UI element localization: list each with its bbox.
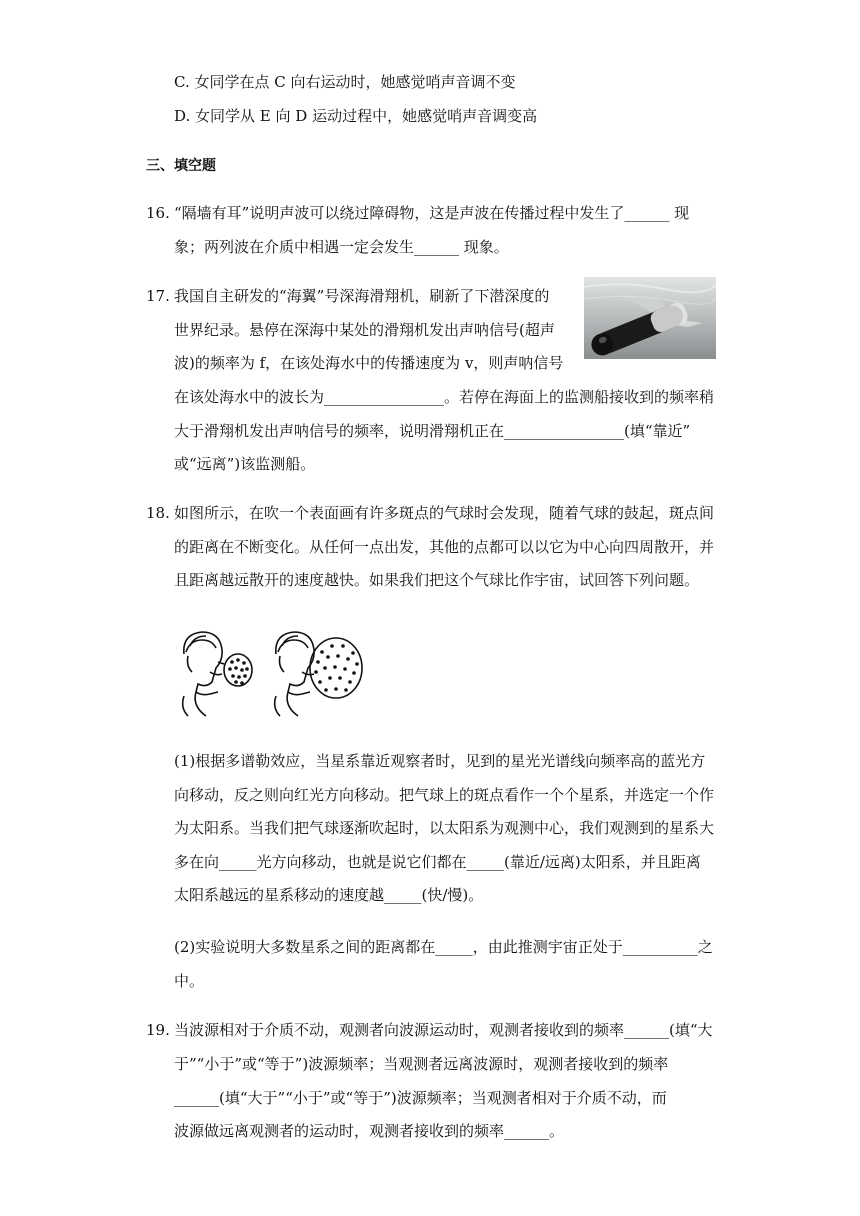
- q17-line-4: 在该处海水中的波长为________________。若停在海面上的监测船接收到的频率稍: [174, 388, 715, 406]
- option-c: C. 女同学在点 C 向右运动时，她感觉哨声音调不变: [174, 73, 516, 91]
- q17-line-2: 世界纪录。悬停在深海中某处的滑翔机发出声呐信号(超声: [174, 321, 555, 339]
- q17-line-1: 我国自主研发的“海翼”号深海滑翔机，刷新了下潜深度的: [174, 287, 550, 305]
- q18-part2-line-1: (2)实验说明大多数星系之间的距离都在_____，由此推测宇宙正处于__________之: [174, 938, 713, 956]
- q18-part1-line-1: (1)根据多谱勒效应，当星系靠近观察者时，见到的星光光谱线向频率高的蓝光方: [174, 752, 706, 770]
- q19-line-3: ______(填“大于”“小于”或“等于”)波源频率；当观测者相对于介质不动，而: [174, 1089, 667, 1107]
- q18-line-3: 且距离越远散开的速度越快。如果我们把这个气球比作宇宙，试回答下列问题。: [174, 571, 700, 589]
- balloon-illustration: [176, 626, 366, 718]
- question-number-18: 18.: [146, 504, 170, 522]
- underwater-glider-image: [584, 277, 716, 359]
- section-title: 三、填空题: [146, 158, 216, 174]
- q19-line-2: 于”“小于”或“等于”)波源频率；当观测者远离波源时，观测者接收到的频率: [174, 1055, 669, 1073]
- question-number-19: 19.: [146, 1021, 170, 1039]
- q19-line-1: 当波源相对于介质不动，观测者向波源运动时，观测者接收到的频率______(填“大: [174, 1021, 713, 1039]
- person-blowing-small-balloon: [183, 632, 252, 716]
- glider-photo: [584, 277, 716, 359]
- person-blowing-large-balloon: [275, 632, 362, 716]
- q18-line-1: 如图所示，在吹一个表面画有许多斑点的气球时会发现，随着气球的鼓起，斑点间: [174, 504, 715, 522]
- q17-line-3: 波)的频率为 f，在该处海水中的传播速度为 v，则声呐信号: [174, 354, 564, 372]
- q18-part2-line-2: 中。: [174, 972, 205, 990]
- q16-line-1: “隔墙有耳”说明声波可以绕过障碍物，这是声波在传播过程中发生了______ 现: [174, 204, 690, 222]
- q17-line-6: 或“远离”)该监测船。: [174, 455, 316, 473]
- q18-part1-line-3: 为太阳系。当我们把气球逐渐吹起时，以太阳系为观测中心，我们观测到的星系大: [174, 819, 715, 837]
- q18-part1-line-4: 多在向_____光方向移动，也就是说它们都在_____(靠近/远离)太阳系，并且距离: [174, 853, 701, 871]
- q17-line-5: 大于滑翔机发出声呐信号的频率，说明滑翔机正在________________(填“靠近”: [174, 422, 691, 440]
- q16-line-2: 象；两列波在介质中相遇一定会发生______ 现象。: [174, 238, 509, 256]
- option-d: D. 女同学从 E 向 D 运动过程中，她感觉哨声音调变高: [174, 107, 538, 125]
- q18-part1-line-5: 太阳系越远的星系移动的速度越_____(快/慢)。: [174, 886, 484, 904]
- question-number-17: 17.: [146, 287, 170, 305]
- q18-line-2: 的距离在不断变化。从任何一点出发，其他的点都可以以它为中心向四周散开，并: [174, 538, 715, 556]
- q19-line-4: 波源做远离观测者的运动时，观测者接收到的频率______。: [174, 1122, 565, 1140]
- question-number-16: 16.: [146, 204, 170, 222]
- q18-part1-line-2: 向移动，反之则向红光方向移动。把气球上的斑点看作一个个星系，并选定一个作: [174, 786, 715, 804]
